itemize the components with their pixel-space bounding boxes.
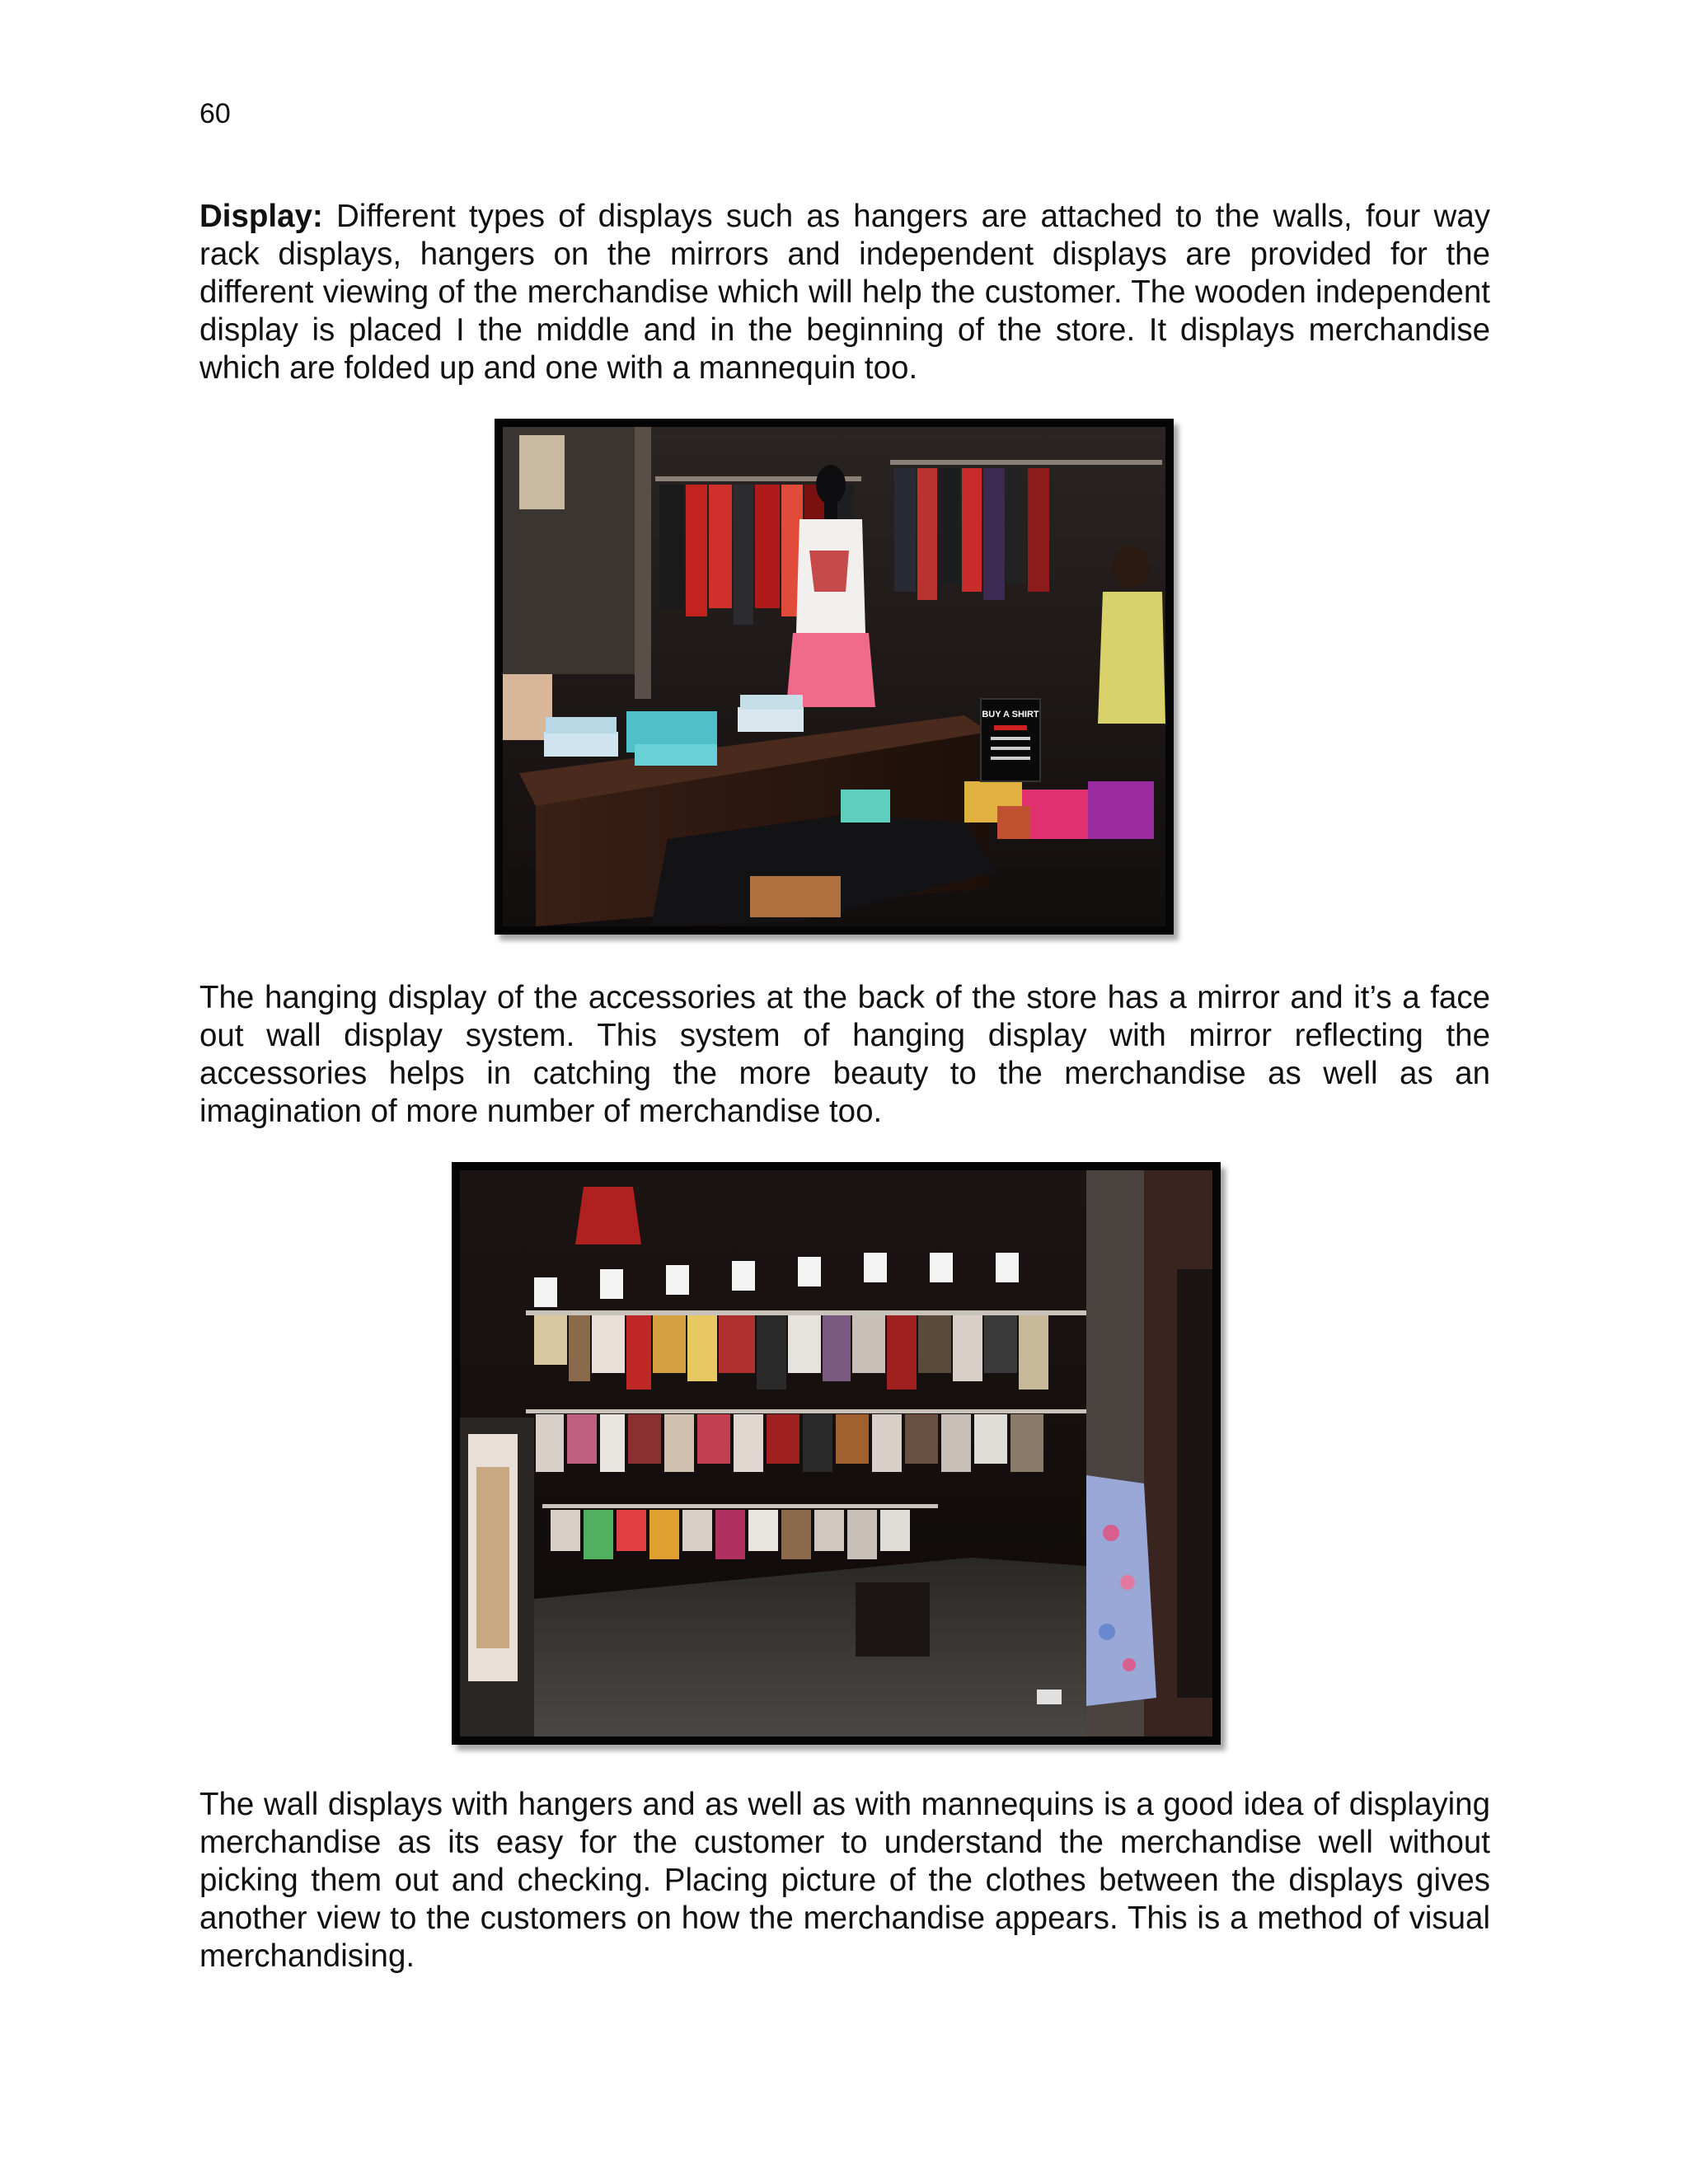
accessories-wall-display-photo <box>452 1162 1221 1745</box>
paragraph-hanging-display: The hanging display of the accessories at the back of the store has a mirror and it’s a face out wall display system. This system of hanging display with mirror reflecting the accessories helps in catching the more beauty to the merchandise as well as an imagination of more number of merchandise too. <box>199 980 1490 1129</box>
store-table-display-photo <box>495 419 1174 935</box>
page-number: 60 <box>199 98 231 129</box>
paragraph-wall-displays: The wall displays with hangers and as well as with mannequins is a good idea of displaying merchandise as its easy for the customer to understand the merchandise well without picking them out and checking. Placing picture of the clothes between the displays gives another view to the customers on how the merchandise appears. This is a method of visual merchandising. <box>199 1787 1490 1974</box>
paragraph-display <box>199 198 1490 387</box>
paragraph-display-text: Different types of displays such as hangers are attached to the walls, four way rack displays, hangers on the mirrors and independent displays are provided for the different viewing of the merchandise which will help the customer. The wooden independent display is placed I the middle and in the beginning of the store. It displays merchandise which are folded up and one with a mannequin too. <box>199 199 1490 386</box>
accessories-wall-display-image <box>460 1170 1212 1736</box>
store-table-display-image <box>503 427 1165 926</box>
promo-sign-text: BUY A SHIRT <box>982 710 1039 719</box>
paragraph-lead-display: Display: <box>199 199 323 234</box>
